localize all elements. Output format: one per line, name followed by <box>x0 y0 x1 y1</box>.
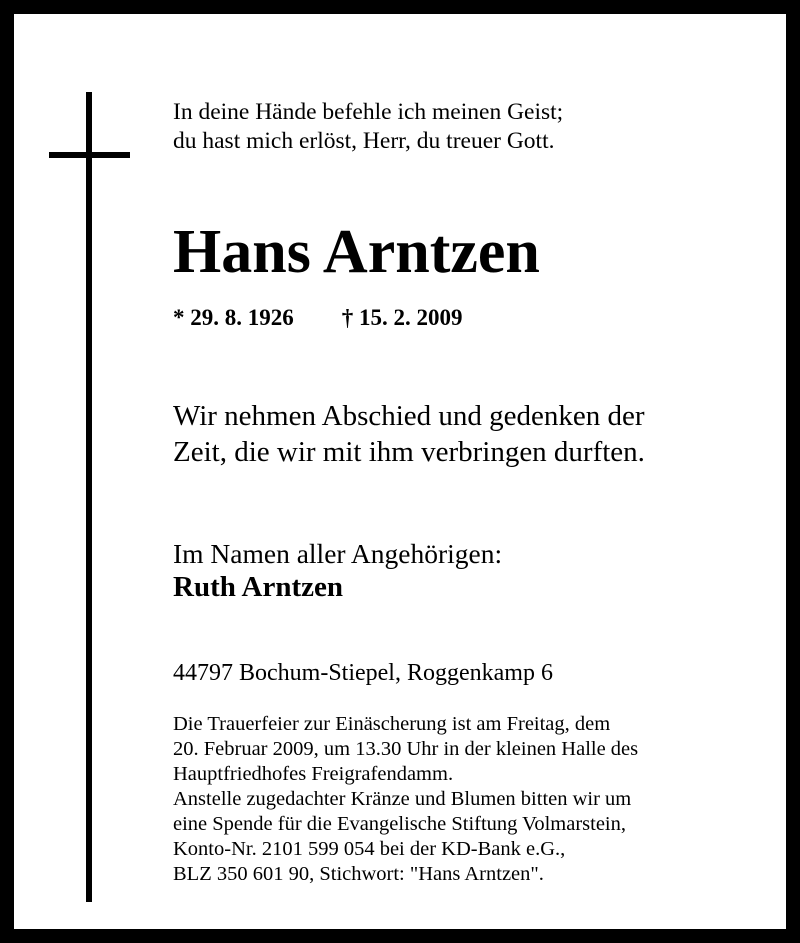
bible-verse <box>173 98 563 156</box>
notice-line: eine Spende für die Evangelische Stiftung Volmarstein, <box>173 813 626 835</box>
family-intro: Im Namen aller Angehörigen: <box>173 538 503 569</box>
farewell-line: Wir nehmen Abschied und gedenken der <box>173 400 645 432</box>
notice-line: Die Trauerfeier zur Einäscherung ist am Freitag, dem <box>173 713 611 735</box>
deceased-name: Hans Arntzen <box>173 218 540 286</box>
life-dates <box>173 302 463 334</box>
cross-vertical-bar <box>86 92 92 902</box>
family-address: 44797 Bochum-Stiepel, Roggenkamp 6 <box>173 660 553 686</box>
notice-line: Konto-Nr. 2101 599 054 bei der KD-Bank e.G., <box>173 838 566 860</box>
notice-line: Anstelle zugedachter Kränze und Blumen bitten wir um <box>173 788 632 810</box>
farewell-line: Zeit, die wir mit ihm verbringen durften. <box>173 436 645 468</box>
family-signer: Ruth Arntzen <box>173 571 343 603</box>
notice-line: 20. Februar 2009, um 13.30 Uhr in der kleinen Halle des <box>173 738 639 760</box>
verse-line: du hast mich erlöst, Herr, du treuer Gott. <box>173 128 555 154</box>
funeral-notice <box>173 712 638 887</box>
farewell-text <box>173 398 645 470</box>
verse-line: In deine Hände befehle ich meinen Geist; <box>173 99 564 125</box>
death-date: † 15. 2. 2009 <box>341 305 463 330</box>
birth-date: * 29. 8. 1926 <box>173 305 294 330</box>
notice-line: Hauptfriedhofes Freigrafendamm. <box>173 763 454 785</box>
notice-line: BLZ 350 601 90, Stichwort: "Hans Arntzen". <box>173 863 544 885</box>
cross-horizontal-bar <box>49 152 130 158</box>
